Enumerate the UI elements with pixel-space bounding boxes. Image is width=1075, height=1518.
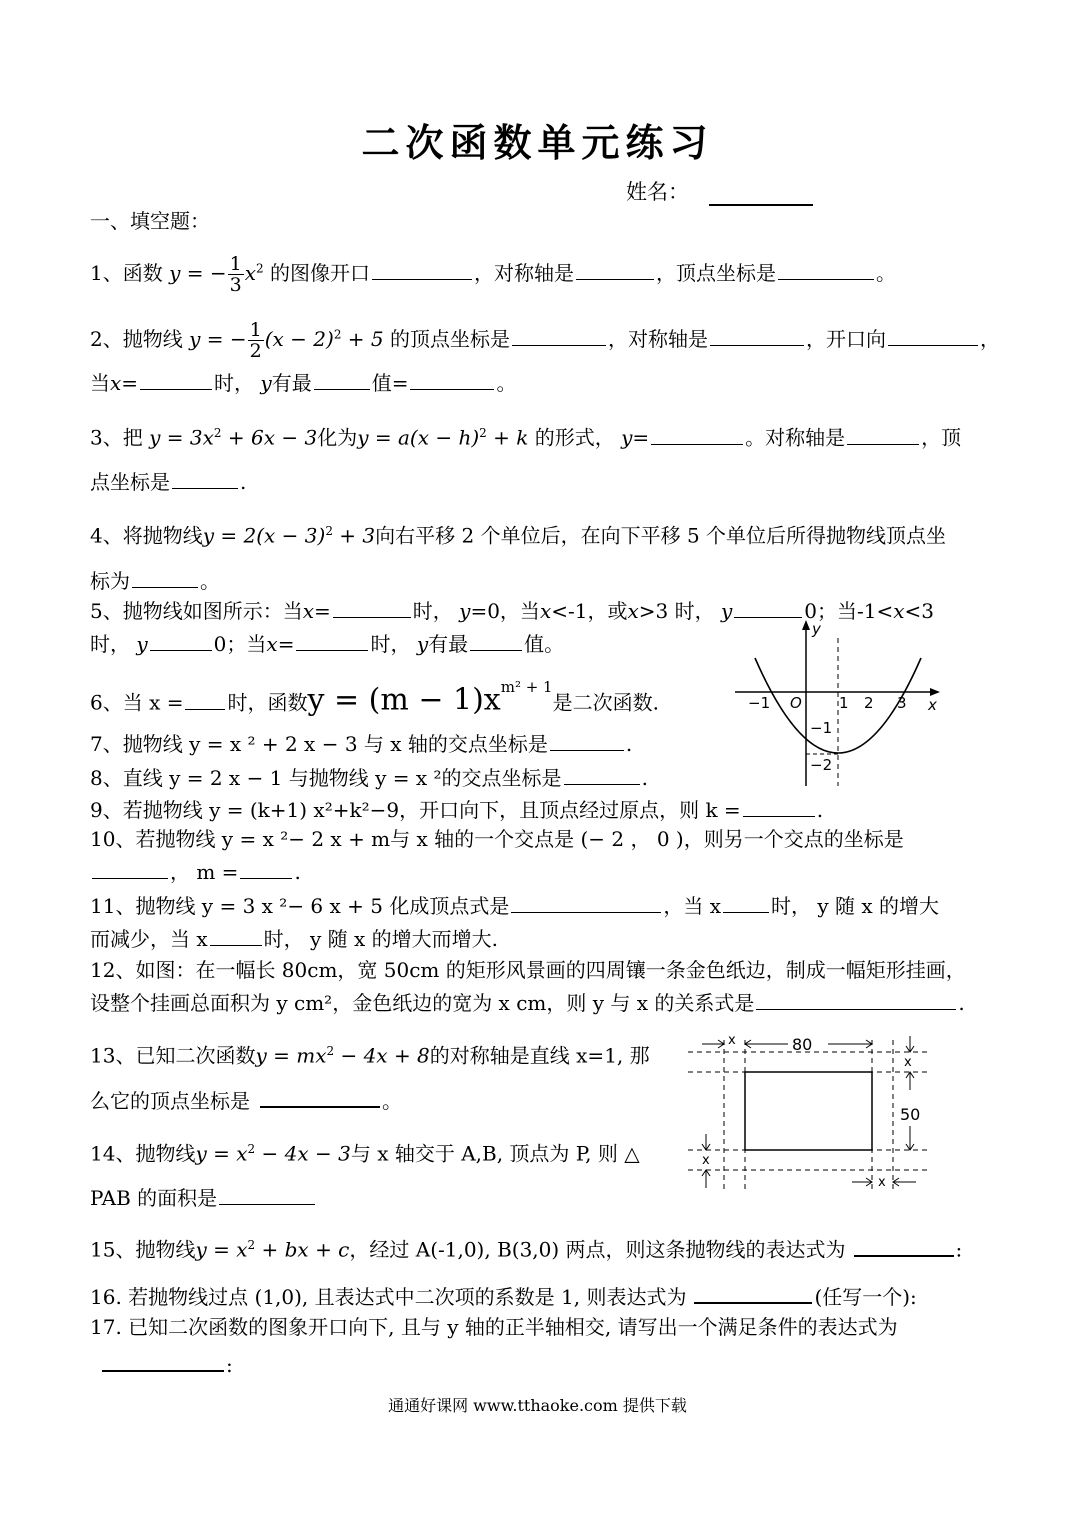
question-14-line-2: PAB 的面积是 [90,1184,317,1211]
answer-blank[interactable] [694,1282,812,1304]
answer-blank[interactable] [172,468,238,489]
answer-blank[interactable] [92,858,168,879]
question-10-line-2: ， m = . [90,858,301,885]
tick-label: 1 [839,694,849,712]
answer-blank[interactable] [743,796,815,817]
answer-blank[interactable] [651,424,743,445]
answer-blank[interactable] [512,325,606,346]
question-1: 1、函数 y = − $\frac{1}{3}$ $x^2$ 的图像开口 ，对称轴是 ，顶点坐标是 。 [90,253,896,296]
x-width-label: x [878,1175,886,1190]
answer-blank[interactable] [140,369,212,390]
dimension-arrows [702,1036,916,1188]
frame-dashed-lines [688,1040,928,1190]
frame-figure [688,1030,933,1195]
page-title: 二次函数单元练习 [361,121,714,165]
question-7: 7、抛物线 y = x ² + 2 x − 3 与 x 轴的交点坐标是 . [90,732,633,756]
answer-blank[interactable] [854,1235,954,1257]
y-axis-label: y [812,620,821,638]
answer-blank[interactable] [185,689,225,710]
question-8: 8、直线 y = 2 x − 1 与抛物线 y = x ²的交点坐标是 . [90,766,648,790]
parabola-graph [730,618,945,790]
footer-credit: 通通好课网 www.tthaoke.com 提供下载 [388,1396,687,1415]
name-blank[interactable] [709,184,813,206]
y-axis-arrow-icon [802,620,810,630]
answer-blank[interactable] [296,630,368,651]
answer-blank[interactable] [150,630,212,651]
question-17: 17. 已知二次函数的图象开口向下, 且与 y 轴的正半轴相交, 请写出一个满足条件的表达式为 [90,1315,898,1339]
tick-label: −2 [810,756,833,774]
question-6: 6、当 x = 时，函数$y = (m - 1)x^{m^2 + 1}$是二次函数. [90,678,659,718]
width-label: 80 [792,1035,813,1054]
section-heading: 一、填空题： [90,209,210,233]
question-16: 16. 若抛物线过点 (1,0), 且表达式中二次项的系数是 1, 则表达式为 (任写一个): [90,1282,917,1310]
name-field[interactable] [626,176,813,206]
answer-blank[interactable] [550,730,624,751]
answer-blank[interactable] [219,1184,315,1205]
x-width-label: x [728,1033,736,1048]
question-12-line-2: 设整个挂画总面积为 y cm²，金色纸边的宽为 x cm，则 y 与 x 的关系式是 . [90,991,965,1015]
question-5-line-2: 时， y 0；当x= 时， y有最 值。 [90,632,565,656]
answer-blank[interactable] [576,259,654,280]
x-width-label: x [904,1055,912,1070]
answer-blank[interactable] [847,424,919,445]
answer-blank[interactable] [710,325,804,346]
question-13: 13、已知二次函数$y = mx^2 - 4x + 8$的对称轴是直线 x=1, 那 [90,1043,650,1068]
origin-label: O [790,694,802,712]
answer-blank[interactable] [314,369,370,390]
question-11: 11、抛物线 y = 3 x ²− 6 x + 5 化成顶点式是 ，当 x 时， y 随 x 的增大 [90,894,940,918]
answer-blank[interactable] [470,630,522,651]
question-14: 14、抛物线$y = x^2 - 4x - 3$与 x 轴交于 A,B, 顶点为 P, 则 △ [90,1141,640,1166]
x-width-label: x [702,1153,710,1168]
answer-blank[interactable] [132,567,198,588]
question-4-line-2: 标为 。 [90,569,220,593]
name-label: 姓名： [626,180,689,204]
tick-label: −1 [810,719,833,737]
answer-blank[interactable] [734,597,802,618]
height-label: 50 [900,1105,921,1124]
x-axis-arrow-icon [930,688,940,696]
answer-blank[interactable] [410,369,494,390]
answer-blank[interactable] [778,259,874,280]
question-11-line-2: 而减少，当 x 时， y 随 x 的增大而增大. [90,927,499,951]
answer-blank[interactable] [260,1086,380,1108]
question-13-line-2: 么它的顶点坐标是 。 [90,1086,402,1114]
x-axis-label: x [928,696,937,714]
tick-label: 2 [864,694,874,712]
answer-blank[interactable] [333,597,411,618]
answer-blank[interactable] [511,892,661,913]
question-4: 4、将抛物线$y = 2(x - 3)^2 + 3$向右平移 2 个单位后，在向下平移 5 个单位后所得抛物线顶点坐 [90,523,947,548]
question-12: 12、如图：在一幅长 80cm，宽 50cm 的矩形风景画的四周镶一条金色纸边，制成一幅矩形挂画， [90,958,966,982]
question-17-line-2: : [100,1350,233,1378]
answer-blank[interactable] [102,1350,224,1372]
answer-blank[interactable] [372,259,472,280]
answer-blank[interactable] [888,325,978,346]
question-3: 3、把 $y = 3x^2 + 6x - 3$化为$y = a(x - h)^2 + k$ 的形式， y= 。对称轴是 ，顶 [90,425,962,450]
tick-label: 3 [897,694,907,712]
tick-label: −1 [748,694,771,712]
question-5: 5、抛物线如图所示：当x= 时， y=0，当x<-1，或x>3 时， y 0；当-1<x<3 [90,599,934,623]
answer-blank[interactable] [756,989,956,1010]
answer-blank[interactable] [240,858,292,879]
answer-blank[interactable] [210,925,262,946]
question-15: 15、抛物线$y = x^2$ + bx + c，经过 A(-1,0), B(3,0) 两点，则这条抛物线的表达式为 : [90,1232,962,1263]
answer-blank[interactable] [723,892,769,913]
question-2-line-2: 当x= 时， y有最 值= 。 [90,371,517,395]
answer-blank[interactable] [564,764,640,785]
question-9: 9、若抛物线 y = (k+1) x²+k²−9，开口向下，且顶点经过原点，则 k = . [90,798,824,822]
painting-rect [745,1072,872,1150]
question-10: 10、若抛物线 y = x ²− 2 x + m与 x 轴的一个交点是 (− 2 ， 0 )，则另一个交点的坐标是 [90,827,904,851]
question-3-line-2: 点坐标是 . [90,470,247,494]
question-2: 2、抛物线 y = − $\frac{1}{2}$ $(x - 2)^2 + 5$ 的顶点坐标是 ，对称轴是 ，开口向 ， [90,319,1001,362]
